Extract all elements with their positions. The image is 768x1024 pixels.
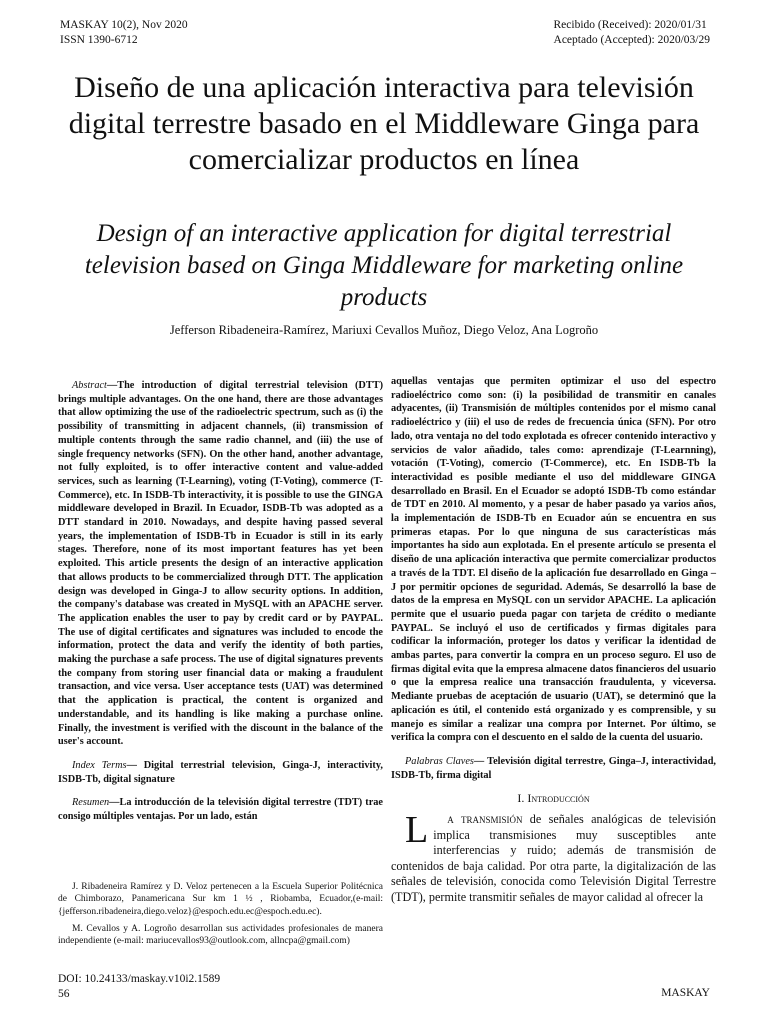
- resumen-text-left: —La introducción de la televisión digital terrestre (TDT) trae consigo múltiples ventajas. Por un lado, están: [58, 797, 383, 823]
- section-title: Introducción: [527, 791, 590, 806]
- title-spanish: Diseño de una aplicación interactiva para televisión digital terrestre basado en el Middleware Ginga para comercializar productos en línea: [68, 71, 700, 176]
- author-footnotes: [58, 881, 383, 952]
- journal-issue: MASKAY 10(2), Nov 2020: [60, 19, 188, 31]
- left-column: [58, 379, 383, 834]
- resumen-continued: aquellas ventajas que permiten optimizar el uso del espectro radioeléctrico como son: (i) la posibilidad de transmitir en canales adyacentes, (ii) Transmisión de múltiples contenidos por el mismo canal radioeléctrico y (iii) el uso de redes de frecuencia única (SFN). Por otro lado, otra ventaja no del todo explotada es ofrecer contenido interactivo y servicios de valor añadido, tales como: aprendizaje (T-Learnning), votación (T-Voting), comercio (T-Commerce), etc. En ISDB-Tb la interactividad es posible mediante el uso del middleware GINGA desarrollado en Brasil. En el Ecuador se adoptó ISDB-Tb como estándar de TDT en 2010. Al momento, y a pesar de haber pasado ya varios años, la implementación de ISDB-Tb en Ecuador aún se encuentra en sus primeras etapas. Por lo que ninguna de sus características más importantes ha sido aun explotada. En el presente artículo se presenta el diseño de una aplicación interactiva que permite comercializar productos a través de la TDT. El diseño de la aplicación fue desarrollado en Ginga – J por permitir opciones de seguridad. Además, Se desarrolló la base de datos de la empresa en MySQL con un servidor APACHE. La aplicación permite que el usuario pueda pagar con tarjeta de crédito o mediante PAYPAL. Se incluyó el uso de certificados y firmas digitales para codificar la información, proteger los datos y verificar la identidad de ambas partes, para convertir la compra en un proceso seguro. El uso de firmas digital evita que la empresa almacene datos financieros del usuario o que la empresa realice una transacción fraudulenta, y viceversa. Mediante pruebas de aceptación de usuario (UAT), se determinó que la aplicación es útil, el contenido está organizado y es comprensible, y su manejo es similar a realizar una compra por Internet. Por último, se verifica la compra con el descuento en el saldo de la cuenta del usuario.: [391, 376, 716, 744]
- intro-text: de señales analógicas de televisión implica transmisiones muy susceptibles ante interferencias y ruido; además de transmisión de contenidos de baja calidad. Por otra parte, la digitalización de las señales de televisión, conocida como Televisión Digital Terrestre (TDT), permite transmitir señales de mayor calidad al ofrecer la: [391, 812, 716, 905]
- abstract-text: —The introduction of digital terrestrial television (DTT) brings multiple advantages. On the one hand, there are those advantages that allow optimizing the use of the radioelectric spectrum, such as (i) the possibility of transmitting in adjacent channels, (ii) transmission of multiple contents through the same radio channel, and (iii) the use of single frequency networks (SFN). On the other hand, another advantage, not fully exploited, is to offer interactive content and value-added services, such as learning (T-Learning), voting (T-Voting), commerce (T-Commerce), etc. In ISDB-Tb interactivity, it is possible to use the GINGA middleware developed in Brazil. In Ecuador, ISDB-Tb was adopted as a DTT standard in 2010. Nowadays, and despite having passed several years, the implementation of ISDB-Tb in Ecuador is still in its early stages. Therefore, none of its most important features has yet been exploited. This article presents the design of an interactive application that allows products to be commercialized through DTT. The application design was developed in Ginga-J to allow security options. In addition, the company's database was created in MySQL with an APACHE server. The application enables the user to pay by credit card or by PAYPAL. The use of digital certificates and signatures was included to encode the information, protect the data and verify the identity of both parties, making the purchase a safe process. The use of digital signatures prevents the company from storing user financial data or making a fraudulent transaction, and vice versa. User acceptance tests (UAT) was determined that the application is practical, the content is organized and understandable, and its handling is like making a purchase online. Finally, the investment is verified with the discount in the balance of the user's account.: [58, 380, 383, 748]
- footnote-1: J. Ribadeneira Ramírez y D. Veloz pertenecen a la Escuela Superior Politécnica de Chimborazo, Panamericana Sur km 1 ½ , Riobamba, Ecuador,(e-mail:{jefferson.ribadeneira,diego.veloz}@espoch.edu.ec@espoch.edu.ec).: [58, 882, 383, 917]
- footnote-2: M. Cevallos y A. Logroño desarrollan sus actividades profesionales de manera independiente (e-mail: mariucevallos93@outlook.com, allncpa@gmail.com): [58, 923, 383, 947]
- dates-header: [554, 18, 710, 48]
- journal-header: [60, 18, 188, 48]
- index-terms-text: — Digital terrestrial television, Ginga-J, interactivity, ISDB-Tb, digital signature: [58, 759, 383, 785]
- palabras-claves-text: — Televisión digital terrestre, Ginga–J, interactividad, ISDB-Tb, firma digital: [391, 755, 717, 781]
- title-english: Design of an interactive application for digital terrestrial television based on Ginga Middleware for marketing online products: [84, 220, 684, 311]
- right-column: [391, 375, 716, 916]
- palabras-claves: [391, 755, 716, 782]
- accepted-date: Aceptado (Accepted): 2020/03/29: [553, 34, 710, 46]
- resumen-label: Resumen: [72, 797, 110, 809]
- resumen: [58, 796, 383, 823]
- abstract: [58, 379, 383, 749]
- doi-footer: [58, 972, 220, 1002]
- author-list: Jefferson Ribadeneira-Ramírez, Mariuxi Cevallos Muñoz, Diego Veloz, Ana Logroño: [169, 323, 599, 337]
- issn: ISSN 1390-6712: [60, 34, 138, 46]
- section-number: I.: [517, 791, 525, 806]
- doi: DOI: 10.24133/maskay.v10i2.1589: [58, 973, 221, 985]
- page-number: 56: [58, 988, 70, 1000]
- drop-cap: L: [405, 809, 429, 852]
- intro-lead: a transmisión: [447, 812, 523, 827]
- palabras-claves-label: Palabras Claves: [405, 755, 474, 767]
- footer-journal: MASKAY: [661, 987, 710, 999]
- abstract-label: Abstract: [72, 380, 107, 391]
- intro-paragraph: [391, 809, 716, 906]
- index-terms-label: Index Terms: [72, 759, 127, 771]
- section-heading: [391, 792, 716, 806]
- received-date: Recibido (Received): 2020/01/31: [553, 19, 707, 31]
- index-terms: [58, 759, 383, 786]
